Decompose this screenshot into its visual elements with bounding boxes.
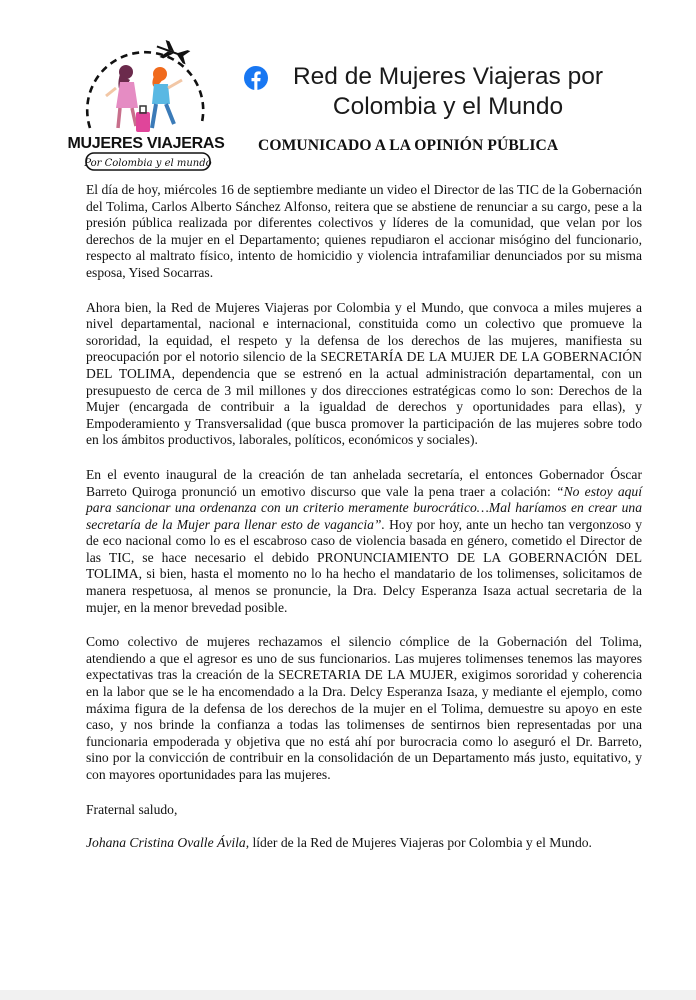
page-name-title: Red de Mujeres Viajeras por Colombia y el Mundo	[292, 63, 604, 120]
signature-role: líder de la Red de Mujeres Viajeras por Colombia y el Mundo.	[249, 835, 592, 851]
paragraph-3-body: Hoy por hoy, ante un hecho tan vergonzoso y de eco nacional como lo es el escabroso caso de violencia basada en género, cometido el Director de las TIC, se hace necesario el debido PRONUNCIAMIENTO DE LA GOBERNACIÓN DEL TOLIMA, si bien, hasta el momento no lo ha hecho el mandatario de los tolimenses, solicitamos de manera respetuosa, al menos se pronuncie, la Dra. Delcy Esperanza Isaza actual secretaria de la mujer, en la menor brevedad posible.	[86, 516, 643, 615]
woman-right-illustration	[152, 67, 182, 128]
document-title: COMUNICADO A LA OPINIÓN PÚBLICA	[258, 137, 559, 154]
paragraph-4: Como colectivo de mujeres rechazamos el silencio cómplice de la Gobernación del Tolima, atendiendo a que el agresor es uno de sus funcionarios. Las mujeres tolimenses tenemos las mayores expectativas tras la creación de la SECRETARIA DE LA MUJER, exigimos sororidad y coherencia en la labor que se le ha encomendado a la Dra. Delcy Esperanza Isaza, y mediante el ejemplo, como máxima figura de la defensa de los derechos de la mujer en el Tolima, demuestre su apoyo en este caso, y nos brinde la confianza a todas las tolimenses de sentirnos bien representadas por una funcionaria empoderada y objetiva que no está ahí por burocracia como lo aseguró el Dr. Barreto, sino por la convicción de contribuir en la consolidación de un Departamento más justo, equitativo, y con mayores oportunidades para las mujeres.	[86, 634, 642, 782]
mujeres-viajeras-logo	[60, 36, 232, 176]
paragraph-3	[86, 467, 642, 616]
paragraph-3-intro: En el evento inaugural de la creación de tan anhelada secretaría, el entonces Gobernador Óscar Barreto Quiroga pronunció un emotivo discurso que vale la pena traer a colación:	[86, 466, 642, 499]
signature-line	[86, 835, 642, 852]
governor-quote: “No estoy aquí para sancionar una ordenanza con un criterio meramente burocrático…Mal haríamos en crear una secretaría de la Mujer para llenar esto de vagancia”.	[86, 483, 642, 532]
suitcase-icon	[136, 106, 150, 132]
airplane-icon	[154, 38, 191, 66]
signature-name: Johana Cristina Ovalle Ávila,	[86, 835, 250, 851]
facebook-icon	[244, 66, 268, 90]
woman-left-illustration	[106, 65, 138, 128]
facebook-page-header	[244, 62, 664, 122]
paragraph-1: El día de hoy, miércoles 16 de septiembre mediante un video el Director de las TIC de la Gobernación del Tolima, Carlos Alberto Sánchez Alfonso, reitera que se abstiene de renunciar a su cargo, pese a la presión pública realizada por diferentes colectivos y líderes de la comunidad, que velan por los derechos de la mujer en el Departamento; quienes repudiaron el accionar misógino del funcionario, respecto al maltrato físico, intento de homicidio y violencia intrafamiliar denunciados por su misma esposa, Yised Socarras.	[86, 182, 642, 280]
logo-brand-text: MUJERES VIAJERAS	[67, 135, 225, 152]
paragraph-2: Ahora bien, la Red de Mujeres Viajeras por Colombia y el Mundo, que convoca a miles mujeres a nivel departamental, nacional e internacional, constituida como un colectivo que promueve la sororidad, la equidad, el respeto y la defensa de los derechos de las mujeres, manifiesta su preocupación por el notorio silencio de la SECRETARÍA DE LA MUJER DE LA GOBERNACIÓN DEL TOLIMA, dependencia que se estrenó en la actual administración departamental, con un presupuesto de cerca de 3 mil millones y dos direcciones estratégicas como lo son: Derechos de la Mujer (encargada de contribuir a la igualdad de derechos y oportunidades para ellas), y Empoderamiento y Transversalidad (que busca promover la participación de las mujeres sobre todo en los ámbitos productivos, laborales, políticos, económicos y sociales).	[86, 299, 642, 448]
closing-salutation: Fraternal saludo,	[86, 801, 178, 817]
logo-tagline: Por Colombia y el mundo	[84, 158, 212, 169]
document-body	[86, 182, 642, 870]
